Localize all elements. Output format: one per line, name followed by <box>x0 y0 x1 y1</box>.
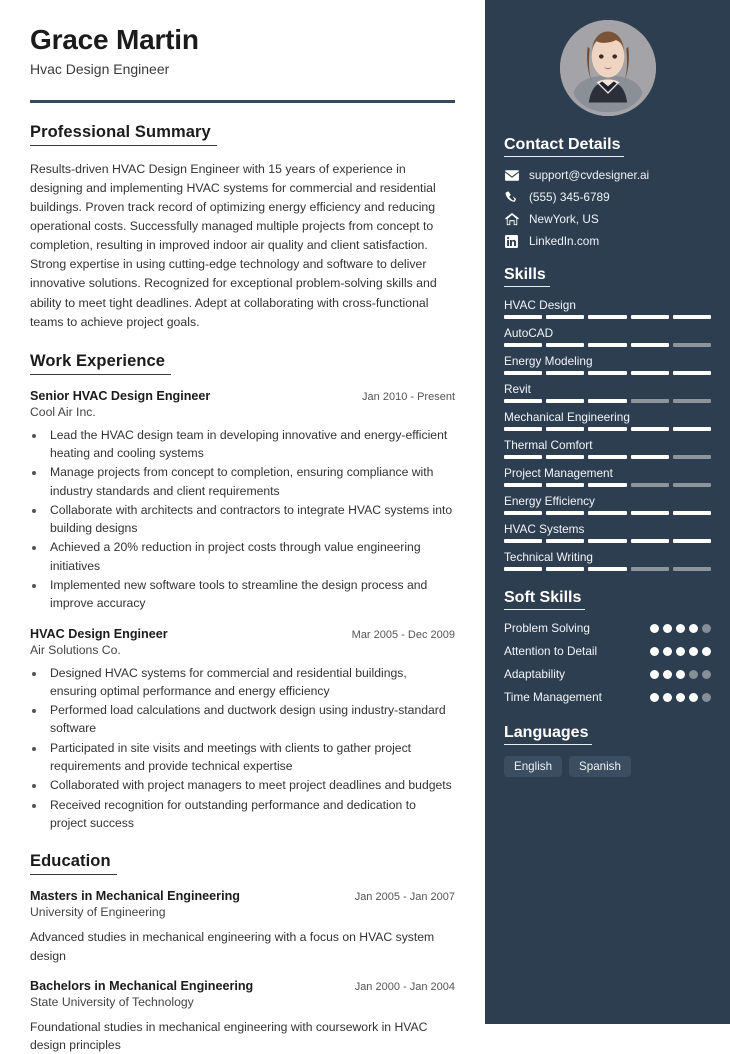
skill-label: HVAC Systems <box>504 522 585 536</box>
skill-level-segment <box>546 427 584 431</box>
skill-level-segment <box>631 399 669 403</box>
skill-level-bar <box>504 427 711 431</box>
skill-level-bar <box>504 511 711 515</box>
skill-level-segment <box>673 315 711 319</box>
section-heading-summary: Professional Summary <box>30 123 217 146</box>
language-chip: English <box>504 756 562 777</box>
skill-label: Mechanical Engineering <box>504 410 630 424</box>
skill-level-segment <box>673 371 711 375</box>
soft-skill-item <box>504 690 711 706</box>
experience-entry-header <box>30 389 455 403</box>
experience-date: Mar 2005 - Dec 2009 <box>351 628 455 641</box>
skill-level-segment <box>504 511 542 515</box>
home-icon <box>504 213 519 226</box>
experience-bullet-list <box>46 664 455 833</box>
skill-level-segment <box>504 483 542 487</box>
list-item: • Collaborated with project managers to meet project deadlines and budgets <box>46 776 455 794</box>
header <box>30 24 455 103</box>
rating-dot <box>689 693 698 702</box>
skill-label: Project Management <box>504 466 613 480</box>
skills-section <box>504 266 711 571</box>
list-item: • Achieved a 20% reduction in project costs through value engineering initiatives <box>46 538 455 575</box>
skill-level-segment <box>631 511 669 515</box>
contact-details-section <box>504 136 711 248</box>
rating-dot <box>663 693 672 702</box>
contact-item-phone[interactable] <box>504 190 711 204</box>
job-title: Hvac Design Engineer <box>30 61 170 78</box>
list-item: • Designed HVAC systems for commercial and residential buildings, ensuring optimal performance and energy efficiency <box>46 664 455 701</box>
skill-label: HVAC Design <box>504 298 576 312</box>
professional-summary-section <box>30 123 455 331</box>
contact-location-text: NewYork, US <box>529 212 599 226</box>
skill-label: Energy Efficiency <box>504 494 595 508</box>
skill-level-segment <box>546 511 584 515</box>
avatar-container <box>504 20 711 116</box>
soft-skill-item <box>504 621 711 637</box>
rating-dot <box>689 624 698 633</box>
rating-dot <box>650 693 659 702</box>
skill-level-segment <box>631 539 669 543</box>
contact-email-text: support@cvdesigner.ai <box>529 168 650 182</box>
skill-level-segment <box>504 315 542 319</box>
skill-item <box>504 326 711 347</box>
list-item: • Collaborate with architects and contractors to integrate HVAC systems into building designs <box>46 501 455 538</box>
contact-linkedin-text: LinkedIn.com <box>529 234 600 248</box>
skill-level-segment <box>631 427 669 431</box>
education-entries <box>30 889 455 1054</box>
language-chip: Spanish <box>569 756 631 777</box>
skill-level-segment <box>504 567 542 571</box>
rating-dot <box>702 693 711 702</box>
education-school: University of Engineering <box>30 905 166 920</box>
experience-entry-header <box>30 627 455 641</box>
phone-icon <box>504 191 519 204</box>
education-date: Jan 2000 - Jan 2004 <box>354 980 455 993</box>
sidebar <box>485 0 730 1024</box>
list-item: • Received recognition for outstanding performance and dedication to project success <box>46 796 455 833</box>
skill-item <box>504 410 711 431</box>
rating-dot <box>676 670 685 679</box>
skill-item <box>504 354 711 375</box>
list-item: • Performed load calculations and ductwork design using industry-standard software <box>46 701 455 738</box>
education-entry <box>30 889 455 965</box>
soft-skill-item <box>504 667 711 683</box>
skill-level-segment <box>504 455 542 459</box>
skill-level-segment <box>546 343 584 347</box>
soft-skill-label: Adaptability <box>504 666 565 681</box>
skill-level-segment <box>631 343 669 347</box>
skill-level-segment <box>588 567 626 571</box>
education-entry-header <box>30 889 455 903</box>
skill-label: Energy Modeling <box>504 354 593 368</box>
page-title: Grace Martin <box>30 24 199 55</box>
rating-dot <box>689 670 698 679</box>
rating-dot <box>676 624 685 633</box>
skill-level-segment <box>673 427 711 431</box>
list-item: • Lead the HVAC design team in developing innovative and energy-efficient heating and cooling systems <box>46 426 455 463</box>
rating-dot <box>650 624 659 633</box>
skill-level-bar <box>504 539 711 543</box>
experience-entry <box>30 389 455 613</box>
skill-level-segment <box>588 455 626 459</box>
list-item: • Manage projects from concept to completion, ensuring compliance with industry standards and client requirements <box>46 463 455 500</box>
skill-item <box>504 382 711 403</box>
skill-item <box>504 522 711 543</box>
user-portrait-photo-icon <box>560 20 656 116</box>
experience-company: Cool Air Inc. <box>30 404 96 419</box>
skill-level-segment <box>631 371 669 375</box>
skill-level-segment <box>673 511 711 515</box>
experience-role: Senior HVAC Design Engineer <box>30 388 211 403</box>
skill-level-segment <box>588 399 626 403</box>
soft-skill-item <box>504 644 711 660</box>
skill-level-segment <box>588 371 626 375</box>
skill-level-segment <box>588 511 626 515</box>
rating-dot <box>689 647 698 656</box>
contact-item-linkedin[interactable] <box>504 234 711 248</box>
education-degree: Masters in Mechanical Engineering <box>30 889 240 904</box>
skill-label: Thermal Comfort <box>504 438 593 452</box>
skill-level-segment <box>504 399 542 403</box>
section-heading-languages: Languages <box>504 724 592 745</box>
skill-level-segment <box>588 539 626 543</box>
linkedin-icon <box>504 235 519 248</box>
experience-role: HVAC Design Engineer <box>30 626 168 641</box>
skill-level-segment <box>504 343 542 347</box>
skill-level-bar <box>504 455 711 459</box>
section-heading-soft-skills: Soft Skills <box>504 589 585 610</box>
soft-skill-rating <box>650 644 711 656</box>
skill-item <box>504 550 711 571</box>
soft-skill-rating <box>650 667 711 679</box>
skill-level-segment <box>673 399 711 403</box>
skill-item <box>504 494 711 515</box>
skill-level-segment <box>504 427 542 431</box>
rating-dot <box>663 624 672 633</box>
skill-level-segment <box>546 455 584 459</box>
education-school: State University of Technology <box>30 994 194 1009</box>
education-entry <box>30 979 455 1054</box>
soft-skill-label: Attention to Detail <box>504 643 598 658</box>
skill-level-segment <box>504 539 542 543</box>
experience-company: Air Solutions Co. <box>30 642 121 657</box>
skill-level-segment <box>588 343 626 347</box>
list-item: • Participated in site visits and meetings with clients to gather project requirements and provide technical expertise <box>46 739 455 776</box>
contact-item-email[interactable] <box>504 168 711 182</box>
rating-dot <box>650 647 659 656</box>
education-degree: Bachelors in Mechanical Engineering <box>30 978 254 993</box>
skill-level-segment <box>588 483 626 487</box>
experience-date: Jan 2010 - Present <box>362 390 455 403</box>
soft-skill-label: Time Management <box>504 689 602 704</box>
education-description: Foundational studies in mechanical engineering with coursework in HVAC design principles <box>30 1019 428 1053</box>
soft-skill-rating <box>650 621 711 633</box>
skill-item <box>504 466 711 487</box>
skill-level-bar <box>504 567 711 571</box>
rating-dot <box>663 670 672 679</box>
skill-level-bar <box>504 371 711 375</box>
skill-level-segment <box>631 315 669 319</box>
skill-level-segment <box>673 567 711 571</box>
contact-item-location[interactable] <box>504 212 711 226</box>
rating-dot <box>676 647 685 656</box>
languages-section <box>504 724 711 777</box>
skill-level-segment <box>673 343 711 347</box>
skill-level-segment <box>588 427 626 431</box>
skill-level-segment <box>546 539 584 543</box>
rating-dot <box>702 624 711 633</box>
skill-level-segment <box>631 483 669 487</box>
section-heading-education: Education <box>30 852 117 875</box>
skill-label: Revit <box>504 382 531 396</box>
experience-entry <box>30 627 455 833</box>
skill-level-segment <box>673 455 711 459</box>
skill-level-segment <box>546 567 584 571</box>
avatar <box>560 20 656 116</box>
work-experience-section <box>30 352 455 833</box>
section-heading-skills: Skills <box>504 266 550 287</box>
section-heading-experience: Work Experience <box>30 352 171 375</box>
skill-level-segment <box>546 371 584 375</box>
soft-skill-rating <box>650 690 711 702</box>
skill-item <box>504 298 711 319</box>
experience-bullet-list <box>46 426 455 613</box>
list-item: • Implemented new software tools to streamline the design process and improve accuracy <box>46 576 455 613</box>
soft-skills-list <box>504 621 711 706</box>
rating-dot <box>676 693 685 702</box>
skill-level-bar <box>504 315 711 319</box>
skills-list <box>504 298 711 571</box>
envelope-icon <box>504 170 519 181</box>
rating-dot <box>702 647 711 656</box>
skill-level-segment <box>631 567 669 571</box>
skill-level-segment <box>546 399 584 403</box>
skill-level-segment <box>588 315 626 319</box>
skill-level-bar <box>504 399 711 403</box>
skill-label: AutoCAD <box>504 326 554 340</box>
skill-item <box>504 438 711 459</box>
education-date: Jan 2005 - Jan 2007 <box>354 891 455 904</box>
summary-text: Results-driven HVAC Design Engineer with 15 years of experience in designing and implementing HVAC systems for commercial and residential buildings. Proven track record of optimizing energy efficiency and reducing operational costs. Successfully managed multiple projects from concept to completion, resulting in improved indoor air quality and client satisfaction. Strong expertise in using cutting-edge technology and software to deliver innovative solutions. Recognized for exceptional problem-solving skills and ability to meet tight deadlines. Adept at collaborating with cross-functional teams to achieve project goals. <box>30 162 437 329</box>
languages-list <box>504 756 711 777</box>
soft-skills-section <box>504 589 711 706</box>
experience-entries <box>30 389 455 833</box>
rating-dot <box>702 670 711 679</box>
skill-level-segment <box>546 315 584 319</box>
contact-phone-text: (555) 345-6789 <box>529 190 610 204</box>
skill-level-segment <box>631 455 669 459</box>
education-entry-header <box>30 979 455 993</box>
skill-level-segment <box>546 483 584 487</box>
skill-level-bar <box>504 343 711 347</box>
skill-label: Technical Writing <box>504 550 593 564</box>
education-description: Advanced studies in mechanical engineering with a focus on HVAC system design <box>30 930 435 963</box>
rating-dot <box>663 647 672 656</box>
header-divider <box>30 100 455 103</box>
section-heading-contact: Contact Details <box>504 136 624 157</box>
skill-level-bar <box>504 483 711 487</box>
soft-skill-label: Problem Solving <box>504 621 590 635</box>
rating-dot <box>650 670 659 679</box>
skill-level-segment <box>673 483 711 487</box>
skill-level-segment <box>673 539 711 543</box>
skill-level-segment <box>504 371 542 375</box>
